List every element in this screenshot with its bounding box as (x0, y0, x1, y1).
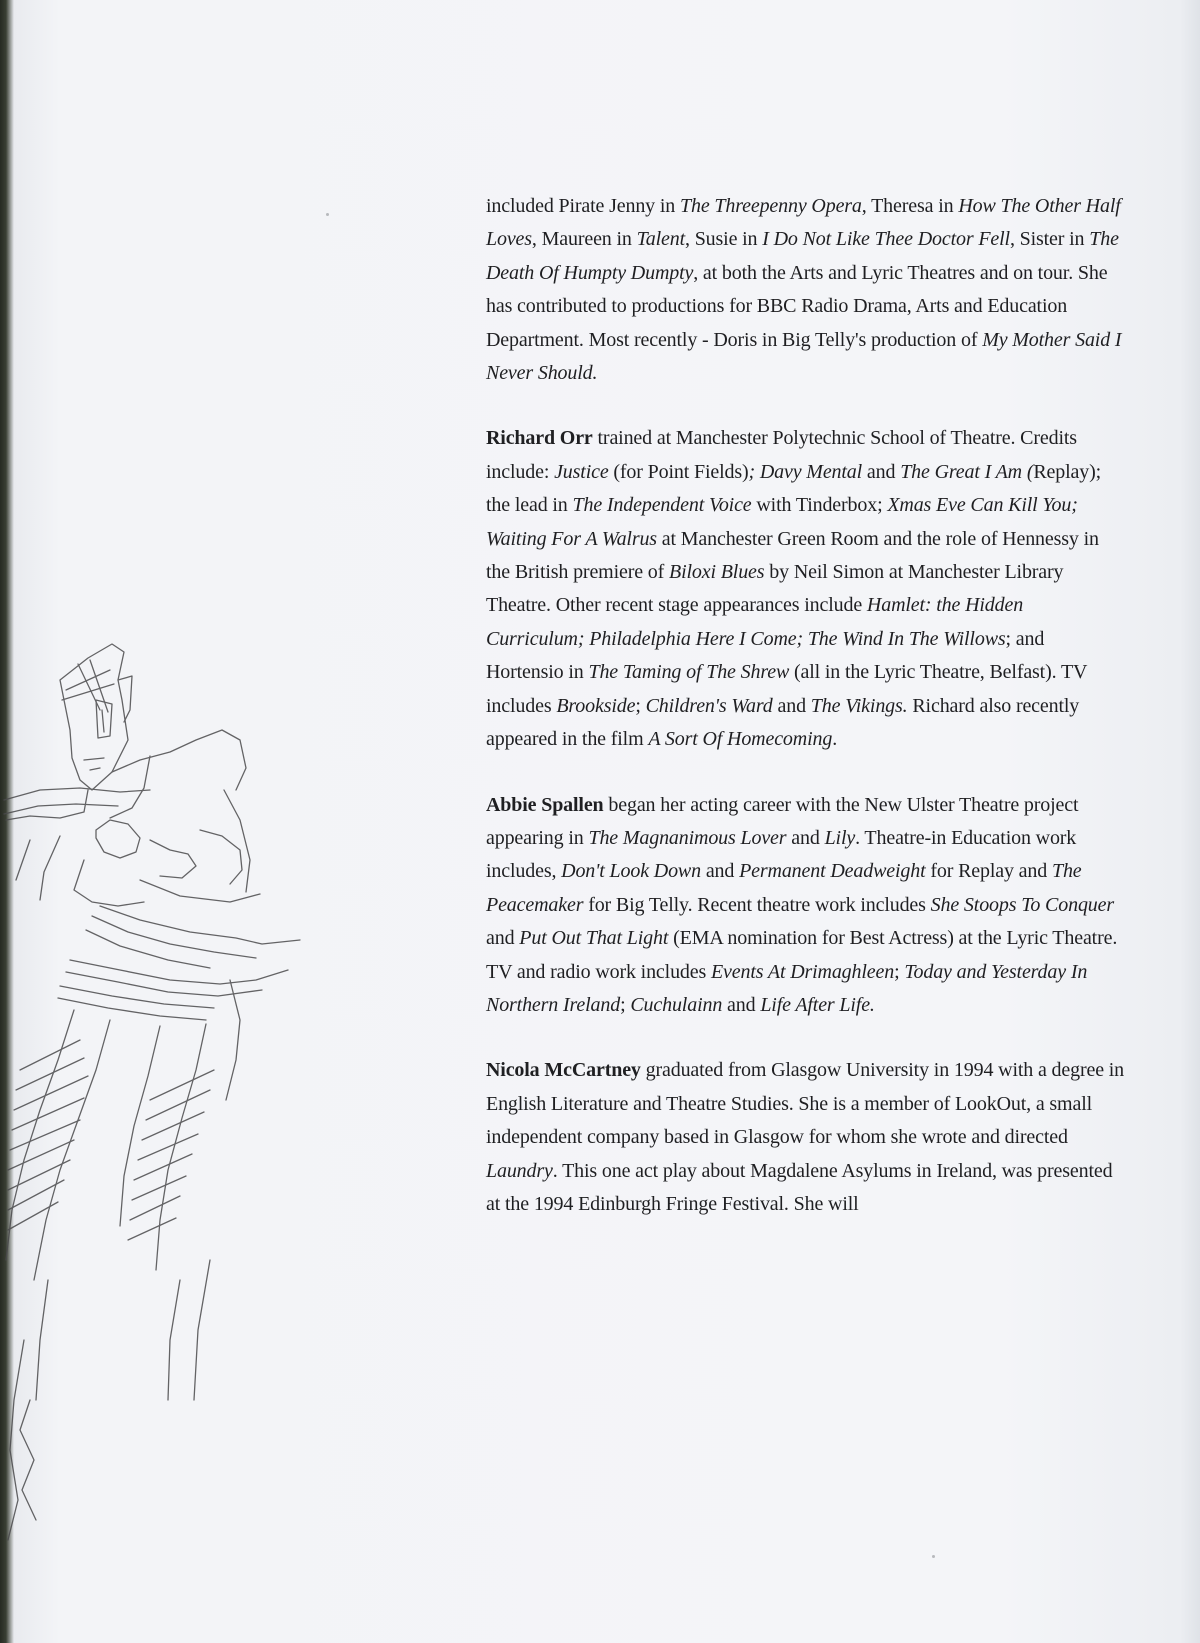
paper-speck (326, 213, 329, 216)
production-title: Biloxi Blues (669, 561, 765, 584)
bio-text: ; and Hortensio in (486, 627, 1045, 684)
production-title: The Death Of Humpty Dumpty (486, 228, 1119, 284)
bio-text: (for Point Fields) (608, 460, 749, 483)
bio-paragraph-nicola-mccartney (486, 1054, 1126, 1221)
bio-text: ; (620, 993, 631, 1016)
performer-name: Richard Orr (486, 427, 593, 450)
production-title: The Magnanimous Lover (588, 826, 787, 849)
production-title: Cuchulainn (630, 993, 723, 1016)
production-title: A Sort Of Homecoming (648, 728, 833, 751)
bio-text: and (486, 927, 520, 950)
bio-text: Replay); the lead in (486, 460, 1102, 517)
production-title: The Threepenny Opera (680, 195, 862, 217)
production-title: Today and Yesterday In Northern Ireland (486, 960, 1088, 1016)
bio-text: and (722, 993, 761, 1016)
bio-text: , Sister in (1009, 228, 1090, 251)
actor-pencil-sketch (0, 640, 320, 1550)
bio-text: and (786, 826, 825, 849)
production-title: I Do Not Like Thee Doctor Fell (762, 228, 1010, 251)
production-title: Put Out That Light (519, 927, 669, 950)
bio-text: by Neil Simon at Manchester Library Theatre. Other recent stage appearances include (486, 561, 1064, 617)
production-title: Children's Ward (645, 694, 773, 717)
bio-text: , Theresa in (861, 195, 959, 217)
bio-text: . (832, 728, 838, 751)
production-title: Talent (636, 228, 685, 251)
performer-name: Nicola McCartney (486, 1059, 641, 1082)
production-title: The Great I Am ( (900, 460, 1034, 483)
bio-text: . Theatre-in Education work includes, (486, 826, 1077, 883)
bio-text: graduated from Glasgow University in 1994 with a degree in English Literature and Theatre Studies. She is a member of LookOut, a small independent company based in Glasgow for whom she wrote and directed (486, 1059, 1125, 1149)
production-title: The Vikings. (810, 694, 908, 717)
production-title: The Taming of The Shrew (588, 661, 790, 684)
production-title: Life After Life. (760, 993, 875, 1016)
production-title: Hamlet: the Hidden Curriculum; Philadelphia Here I Come; The Wind In The Willows (486, 594, 1024, 650)
bio-text: (EMA nomination for Best Actress) at the Lyric Theatre. TV and radio work includes (486, 927, 1118, 983)
paper-speck (932, 1555, 935, 1558)
bio-text: . This one act play about Magdalene Asylums in Ireland, was presented at the 1994 Edinburgh Fringe Festival. She will (486, 1159, 1113, 1215)
bio-text: and (862, 460, 901, 483)
production-title: Lily (824, 826, 856, 849)
production-title: The Independent Voice (572, 494, 752, 517)
production-title: How The Other Half Loves (486, 195, 1121, 251)
bio-text: , Maureen in (531, 228, 637, 251)
production-title: Don't Look Down (561, 860, 701, 883)
bio-paragraph-continued (486, 190, 1126, 390)
bio-text: for Big Telly. Recent theatre work includes (583, 893, 931, 916)
production-title: Justice (554, 460, 609, 483)
production-title: My Mother Said I Never Should. (486, 328, 1122, 385)
production-title: Brookside (556, 694, 636, 717)
bio-text: trained at Manchester Polytechnic School of Theatre. Credits include: (486, 427, 1077, 483)
bio-text: began her acting career with the New Ulster Theatre project appearing in (486, 793, 1079, 849)
production-title: Permanent Deadweight (739, 860, 926, 883)
bio-text: ; (635, 694, 646, 717)
bio-text: (all in the Lyric Theatre, Belfast). TV includes (486, 661, 1087, 717)
bio-text: , Susie in (685, 228, 763, 251)
bio-text: ; (894, 960, 905, 983)
bio-paragraph-richard-orr (486, 422, 1126, 756)
bio-text: included Pirate Jenny in (486, 195, 680, 217)
production-title: Laundry (486, 1159, 553, 1182)
production-title: She Stoops To Conquer (930, 893, 1115, 916)
biography-column (486, 190, 1126, 1253)
bio-text: and (700, 860, 740, 883)
bio-text: , at both the Arts and Lyric Theatres and on tour. She has contributed to productions for BBC Radio Drama, Arts and Education Department. Most recently - Doris in Big Telly's production of (486, 261, 1108, 351)
bio-text: with Tinderbox; (751, 494, 888, 517)
bio-text: at Manchester Green Room and the role of Hennessy in the British premiere of (486, 527, 1099, 584)
bio-text: and (772, 694, 811, 717)
production-title: The Peacemaker (486, 860, 1082, 916)
production-title: ; Davy Mental (748, 460, 863, 483)
bio-paragraph-abbie-spallen (486, 789, 1126, 1023)
bio-text: for Replay and (925, 860, 1052, 883)
production-title: Xmas Eve Can Kill You; Waiting For A Walrus (486, 494, 1078, 550)
performer-name: Abbie Spallen (486, 793, 604, 816)
production-title: Events At Drimaghleen (710, 960, 895, 983)
bio-text: Richard also recently appeared in the film (486, 694, 1080, 751)
